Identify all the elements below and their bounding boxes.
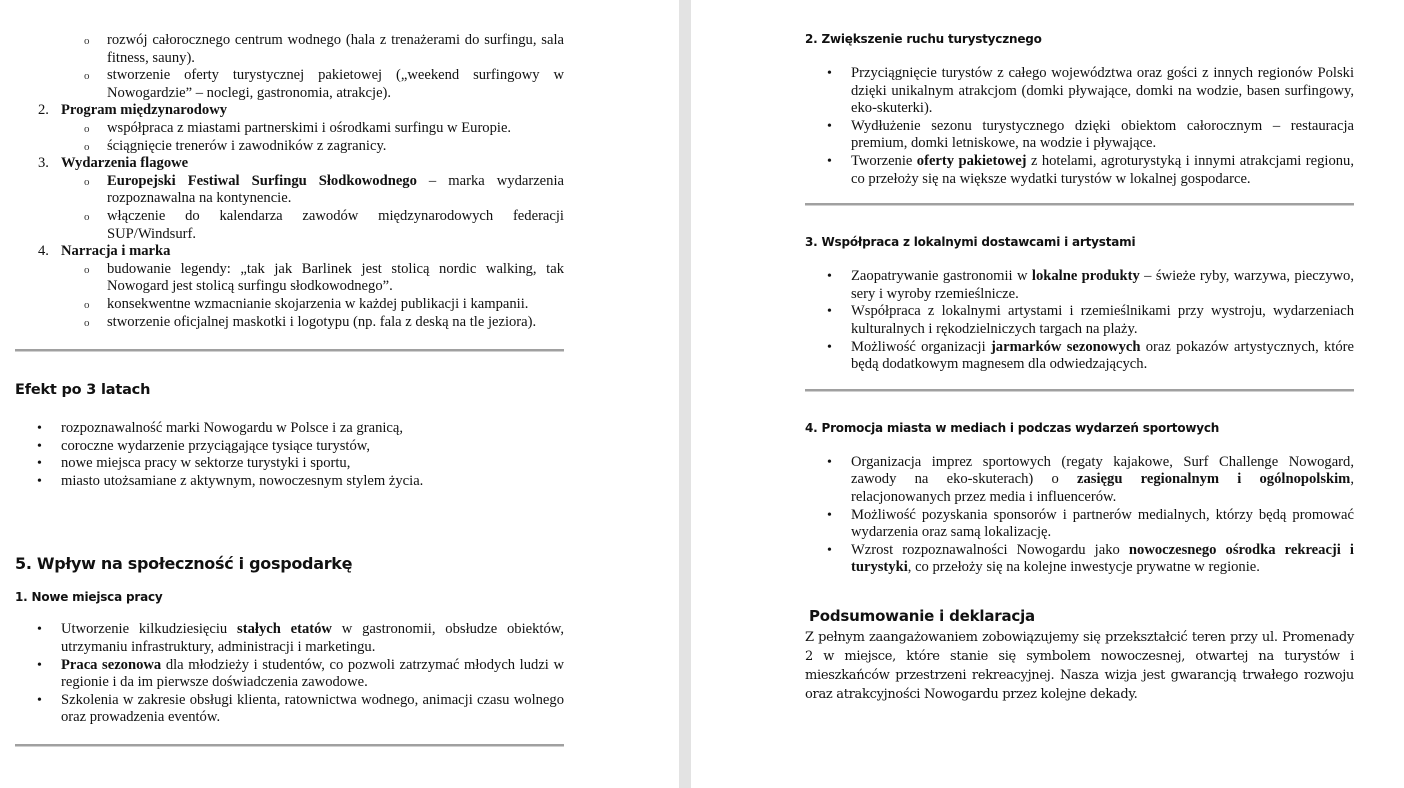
bullet-icon: • bbox=[827, 507, 832, 523]
list-item-text-pre: Szkolenia w zakresie obsługi klienta, ratownictwa wodnego, animacji czasu wolnego oraz prowadzenia eventów. bbox=[61, 691, 564, 726]
numbered-item-international bbox=[15, 102, 564, 120]
numbered-item-narrative-brand bbox=[15, 243, 564, 261]
list-item-text-post: w gastronomii, obsłudze obiektów, utrzymaniu infrastruktury, administracji i marketingu. bbox=[61, 621, 565, 656]
list-item bbox=[15, 455, 564, 473]
bullet-icon: • bbox=[827, 153, 832, 169]
list-item bbox=[15, 67, 564, 102]
numbered-program-list bbox=[15, 243, 564, 261]
list-item-text-post: , relacjonowanych przez media i influencerów. bbox=[851, 471, 1354, 505]
list-item-text-pre: Zaopatrywanie gastronomii w bbox=[851, 268, 1032, 285]
list-item bbox=[15, 314, 564, 332]
list-item-text: konsekwentne wzmacnianie skojarzenia w każdej publikacji i kampanii. bbox=[107, 295, 529, 312]
list-item bbox=[15, 32, 564, 67]
document-page-left bbox=[0, 0, 679, 788]
list-item bbox=[805, 454, 1354, 507]
list-item bbox=[805, 65, 1354, 118]
bullet-icon: • bbox=[37, 657, 42, 673]
item-title: Wydarzenia flagowe bbox=[61, 155, 189, 172]
jobs-heading: 1. Nowe miejsca pracy bbox=[15, 590, 163, 605]
list-item-bold: stałych etatów bbox=[237, 621, 332, 638]
circle-bullet-icon: o bbox=[84, 298, 90, 311]
list-item-text: współpraca z miastami partnerskimi i ośrodkami surfingu w Europie. bbox=[107, 119, 512, 136]
list-item-text-pre: Przyciągnięcie turystów z całego województwa oraz gości z innych regionów Polski dzięki unikalnym atrakcjom (domki pływające, domki na wodzie, basen surfingowy, eko-skuterki). bbox=[851, 65, 1354, 117]
effect-list bbox=[15, 420, 564, 490]
list-item-text: rozpoznawalność marki Nowogardu w Polsce i za granicą, bbox=[61, 420, 404, 437]
list-item bbox=[15, 657, 564, 692]
list-item-text: rozwój całorocznego centrum wodnego (hala z trenażerami do surfingu, sala fitness, sauny). bbox=[107, 32, 564, 66]
list-item-text-pre: Możliwość pozyskania sponsorów i partnerów medialnych, którzy będą promować wydarzenia oraz samą lokalizację. bbox=[851, 506, 1354, 541]
jobs-list bbox=[15, 621, 564, 727]
page-separator bbox=[679, 0, 691, 788]
summary-paragraph: Z pełnym zaangażowaniem zobowiązujemy się przekształcić teren przy ul. Promenady 2 w miejsce, które stanie się symbolem nowoczesnej, otwartej na turystów i mieszkańców przestrzeni rekreacyjnej. Nasza wizja jest gwarancją trwałego rozwoju oraz atrakcyjności Nowogardu przez kolejne dekady. bbox=[805, 629, 1354, 702]
circle-bullet-icon: o bbox=[84, 70, 90, 83]
document-page-right bbox=[691, 0, 1404, 788]
list-item bbox=[15, 261, 564, 296]
tourism-list bbox=[805, 65, 1354, 188]
list-item-bold: zasięgu regionalnym i ogólnopolskim bbox=[1077, 471, 1351, 488]
list-item bbox=[805, 507, 1354, 542]
list-item-bold: Praca sezonowa bbox=[61, 656, 162, 673]
list-item-bold: lokalne produkty bbox=[1031, 268, 1140, 285]
list-item bbox=[805, 118, 1354, 153]
list-item-bold: oferty pakietowej bbox=[916, 152, 1027, 169]
list-item bbox=[15, 173, 564, 208]
summary-heading: Podsumowanie i deklaracja bbox=[809, 606, 1035, 625]
section-heading: 5. Wpływ na społeczność i gospodarkę bbox=[15, 554, 353, 574]
numbered-item-flagship-events bbox=[15, 155, 564, 173]
list-item-text-post: , co przełoży się na kolejne inwestycje prywatne w regionie. bbox=[907, 559, 1260, 576]
list-item-bold: jarmarków sezonowych bbox=[990, 338, 1141, 355]
bullet-icon: • bbox=[827, 542, 832, 558]
list-item-text: budowanie legendy: „tak jak Barlinek jest stolicą nordic walking, tak Nowogard jest stolicą surfingu słodkowodnego”. bbox=[107, 260, 564, 295]
item-number: 3. bbox=[38, 155, 49, 172]
tourism-heading: 2. Zwiększenie ruchu turystycznego bbox=[805, 32, 1042, 46]
list-item-text-post: z hotelami, agroturystyką i innymi atrakcjami regionu, co przełoży się na większe wydatki turystów w lokalnej gospodarce. bbox=[851, 152, 1354, 187]
page-left-content bbox=[15, 32, 564, 747]
bullet-icon: • bbox=[37, 456, 42, 472]
list-item-text: stworzenie oficjalnej maskotki i logotypu (np. fala z deską na tle jeziora). bbox=[107, 313, 537, 330]
list-item bbox=[805, 542, 1354, 577]
circle-bullet-icon: o bbox=[84, 316, 90, 329]
list-item-text: stworzenie oferty turystycznej pakietowej („weekend surfingowy w Nowogardzie” – noclegi, gastronomia, atrakcje). bbox=[107, 67, 564, 101]
bullet-icon: • bbox=[827, 118, 832, 134]
page-right-content bbox=[805, 32, 1354, 704]
subitems-list bbox=[15, 120, 564, 155]
list-item-text-pre: Organizacja imprez sportowych (regaty kajakowe, Surf Challenge Nowogard, zawody na eko-skuterach) o bbox=[851, 453, 1354, 488]
list-item bbox=[15, 120, 564, 138]
subitems-list bbox=[15, 261, 564, 331]
list-item bbox=[805, 153, 1354, 188]
horizontal-rule bbox=[805, 389, 1354, 392]
local-list bbox=[805, 268, 1354, 374]
bullet-icon: • bbox=[827, 304, 832, 320]
list-item bbox=[15, 692, 564, 727]
horizontal-rule bbox=[15, 744, 564, 747]
list-item-text: coroczne wydarzenie przyciągające tysiące turystów, bbox=[61, 437, 371, 454]
bullet-icon: • bbox=[827, 66, 832, 81]
subitems-list bbox=[15, 173, 564, 243]
circle-bullet-icon: o bbox=[84, 263, 90, 276]
list-item-text-pre: Wzrost rozpoznawalności Nowogardu jako bbox=[851, 541, 1129, 558]
item-number: 4. bbox=[38, 243, 49, 260]
circle-bullet-icon: o bbox=[84, 175, 90, 188]
list-item bbox=[15, 621, 564, 656]
list-item-text-pre: Tworzenie bbox=[851, 152, 917, 169]
list-item bbox=[15, 420, 564, 438]
list-item bbox=[805, 339, 1354, 374]
list-item-text: ściągnięcie trenerów i zawodników z zagranicy. bbox=[107, 137, 387, 154]
bullet-icon: • bbox=[37, 438, 42, 454]
list-item-text-pre: Współpraca z lokalnymi artystami i rzemieślnikami przy wystroju, wydarzeniach kulturalnych i rękodzielniczych targach na plaży. bbox=[851, 303, 1354, 337]
item-title: Program międzynarodowy bbox=[61, 102, 228, 119]
numbered-program-list bbox=[15, 102, 564, 120]
list-item-text-pre: Możliwość organizacji bbox=[851, 338, 991, 355]
list-item bbox=[15, 473, 564, 491]
list-item-text-post: oraz pokazów artystycznych, które będą dodatkowym magnesem dla odwiedzających. bbox=[851, 338, 1354, 373]
numbered-program-list bbox=[15, 155, 564, 173]
list-item-text-post: dla młodzieży i studentów, co pozwoli zatrzymać młodych ludzi w regionie i da im pierwsze doświadczenia zawodowe. bbox=[61, 656, 564, 691]
list-item bbox=[15, 296, 564, 314]
list-item-text: nowe miejsca pracy w sektorze turystyki i sportu, bbox=[61, 455, 351, 472]
list-item bbox=[15, 138, 564, 156]
circle-bullet-icon: o bbox=[84, 122, 90, 135]
list-item-bold: Europejski Festiwal Surfingu Słodkowodnego bbox=[107, 172, 417, 189]
bullet-icon: • bbox=[827, 339, 832, 355]
list-item-text-pre: Utworzenie kilkudziesięciu bbox=[61, 621, 238, 638]
bullet-icon: • bbox=[37, 473, 42, 489]
list-item-text: – marka wydarzenia rozpoznawalna na kontynencie. bbox=[107, 172, 564, 207]
bullet-icon: • bbox=[827, 269, 832, 285]
list-item-text: włączenie do kalendarza zawodów międzynarodowych federacji SUP/Windsurf. bbox=[107, 207, 564, 242]
list-item-text-pre: Wydłużenie sezonu turystycznego dzięki obiektom całorocznym – restauracja premium, domki letniskowe, na wodzie i pływające. bbox=[851, 117, 1354, 152]
list-item bbox=[15, 438, 564, 456]
promo-heading: 4. Promocja miasta w mediach i podczas wydarzeń sportowych bbox=[805, 420, 1220, 435]
item-title: Narracja i marka bbox=[61, 243, 171, 260]
promo-list bbox=[805, 454, 1354, 577]
list-item-text-post: – świeże ryby, warzywa, pieczywo, sery i wyroby rzemieślnicze. bbox=[851, 268, 1354, 302]
item-number: 2. bbox=[38, 102, 49, 119]
local-heading: 3. Współpraca z lokalnymi dostawcami i artystami bbox=[805, 235, 1136, 250]
list-item bbox=[805, 268, 1354, 303]
list-item bbox=[15, 208, 564, 243]
circle-bullet-icon: o bbox=[84, 140, 90, 153]
bullet-icon: • bbox=[37, 622, 42, 638]
bullet-icon: • bbox=[827, 454, 832, 470]
effect-heading: Efekt po 3 latach bbox=[15, 382, 151, 399]
bullet-icon: • bbox=[37, 421, 42, 437]
circle-bullet-icon: o bbox=[84, 35, 90, 47]
list-item bbox=[805, 303, 1354, 338]
bullet-icon: • bbox=[37, 692, 42, 708]
intro-subitems-list bbox=[15, 32, 564, 102]
list-item-text: miasto utożsamiane z aktywnym, nowoczesnym stylem życia. bbox=[61, 472, 424, 489]
horizontal-rule bbox=[805, 203, 1354, 206]
circle-bullet-icon: o bbox=[84, 210, 90, 223]
horizontal-rule bbox=[15, 349, 564, 352]
list-item-bold: nowoczesnego ośrodka rekreacji i turystyki bbox=[851, 541, 1354, 576]
